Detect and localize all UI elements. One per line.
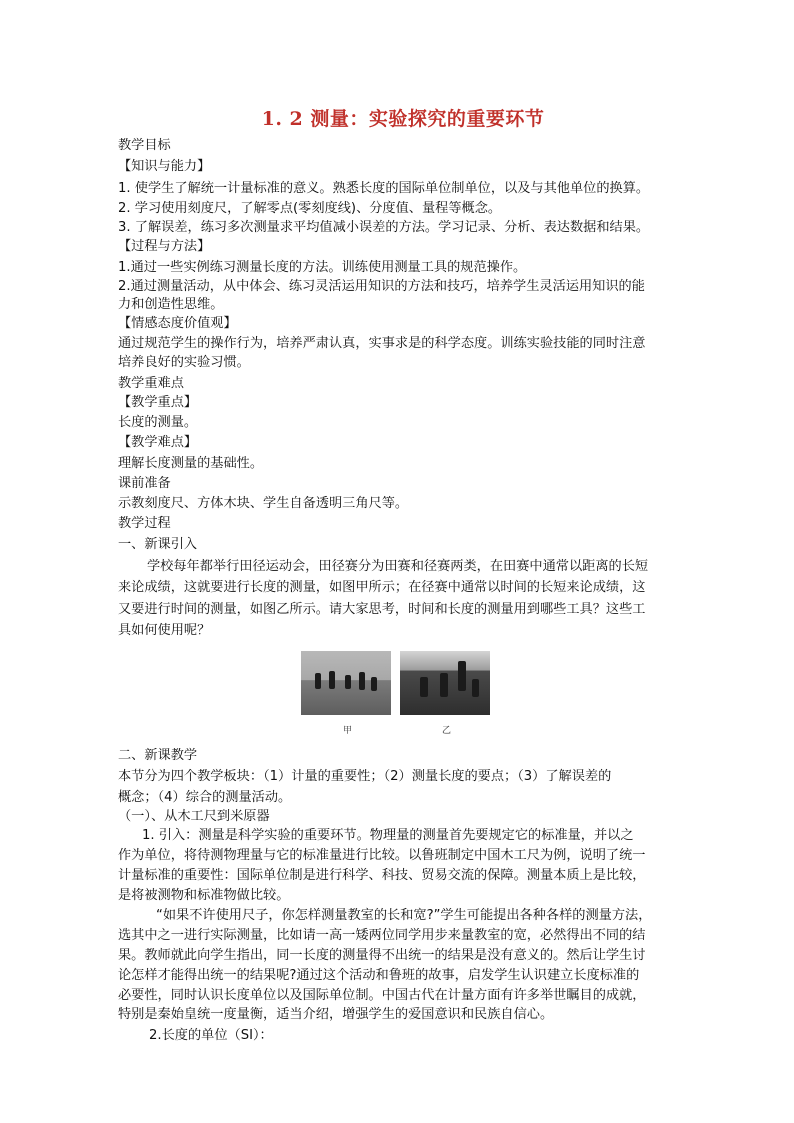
text-line: 是将被测物和标准物做比较。	[118, 888, 290, 903]
sub-heading: 【教学重点】	[118, 395, 198, 410]
sub-heading: 【过程与方法】	[118, 239, 211, 254]
photo-field-event	[301, 651, 391, 715]
text-line: 力和创造性思维。	[118, 297, 224, 312]
text-line: 论怎样才能得出统一的结果呢?通过这个活动和鲁班的故事，启发学生认识建立长度标准的	[118, 968, 640, 983]
text-line: 1. 使学生了解统一计量标准的意义。熟悉长度的国际单位制单位，以及与其他单位的换算。	[118, 181, 650, 196]
text-line: 又要进行时间的测量，如图乙所示。请大家思考，时间和长度的测量用到哪些工具？这些工	[118, 602, 646, 617]
text-line: 学校每年都举行田径运动会，田径赛分为田赛和径赛两类，在田赛中通常以距离的长短	[147, 559, 649, 574]
text-line: 2.通过测量活动，从中体会、练习灵活运用知识的方法和技巧，培养学生灵活运用知识的能	[118, 279, 645, 294]
text-line: 3. 了解误差，练习多次测量求平均值减小误差的方法。学习记录、分析、表达数据和结果。	[118, 220, 650, 235]
text-line: 理解长度测量的基础性。	[118, 456, 264, 471]
sub-heading: 【情感态度价值观】	[118, 316, 237, 331]
text-line: 2. 学习使用刻度尺，了解零点(零刻度线)、分度值、量程等概念。	[118, 201, 502, 216]
section-heading: 二、新课教学	[118, 748, 198, 763]
sub-heading: 【教学难点】	[118, 435, 198, 450]
sub-heading: （一）、从木工尺到米原器	[118, 809, 270, 824]
text-line: 特别是秦始皇统一度量衡，适当介绍，增强学生的爱国意识和民族自信心。	[118, 1007, 554, 1022]
text-line: 果。教师就此向学生指出，同一长度的测量得不出统一的结果是没有意义的。然后让学生讨	[118, 948, 646, 963]
text-line: “如果不许使用尺子，你怎样测量教室的长和宽?”学生可能提出各种各样的测量方法，	[156, 908, 652, 923]
text-line: 长度的测量。	[118, 415, 198, 430]
text-line: 1.通过一些实例练习测量长度的方法。训练使用测量工具的规范操作。	[118, 260, 527, 275]
text-line: 1. 引入：测量是科学实验的重要环节。物理量的测量首先要规定它的标准量，并以之	[142, 828, 634, 843]
section-heading: 一、新课引入	[118, 537, 198, 552]
text-line: 选其中之一进行实际测量，比如请一高一矮两位同学用步来量教室的宽，必然得出不同的结	[118, 928, 646, 943]
photo-track-event	[400, 651, 490, 715]
text-line: 必要性，同时认识长度单位以及国际单位制。中国古代在计量方面有许多举世瞩目的成就，	[118, 988, 646, 1003]
section-heading: 课前准备	[118, 476, 171, 491]
section-heading: 教学过程	[118, 516, 171, 531]
text-line: 培养良好的实验习惯。	[118, 355, 250, 370]
text-line: 本节分为四个教学板块：（1）计量的重要性；（2）测量长度的要点；（3）了解误差的	[118, 769, 612, 784]
text-line: 来论成绩，这就要进行长度的测量，如图甲所示；在径赛中通常以时间的长短来论成绩，这	[118, 580, 646, 595]
text-line: 示教刻度尺、方体木块、学生自备透明三角尺等。	[118, 496, 409, 511]
text-line: 计量标准的重要性：国际单位制是进行科学、科技、贸易交流的保障。测量本质上是比较，	[118, 868, 646, 883]
figure-athletics	[301, 651, 491, 736]
document-title: 1. 2 测量：实验探究的重要环节	[261, 108, 545, 130]
caption-a: 甲	[343, 726, 353, 736]
section-heading: 教学目标	[118, 138, 171, 153]
text-line: 概念；（4）综合的测量活动。	[118, 790, 292, 805]
caption-b: 乙	[442, 726, 452, 736]
section-heading: 教学重难点	[118, 376, 184, 391]
text-line: 2.长度的单位（SI）：	[149, 1028, 273, 1043]
text-line: 作为单位，将待测物理量与它的标准量进行比较。以鲁班制定中国木工尺为例，说明了统一	[118, 848, 646, 863]
sub-heading: 【知识与能力】	[118, 159, 211, 174]
text-line: 通过规范学生的操作行为，培养严肃认真，实事求是的科学态度。训练实验技能的同时注意	[118, 336, 646, 351]
text-line: 具如何使用呢？	[118, 623, 211, 638]
